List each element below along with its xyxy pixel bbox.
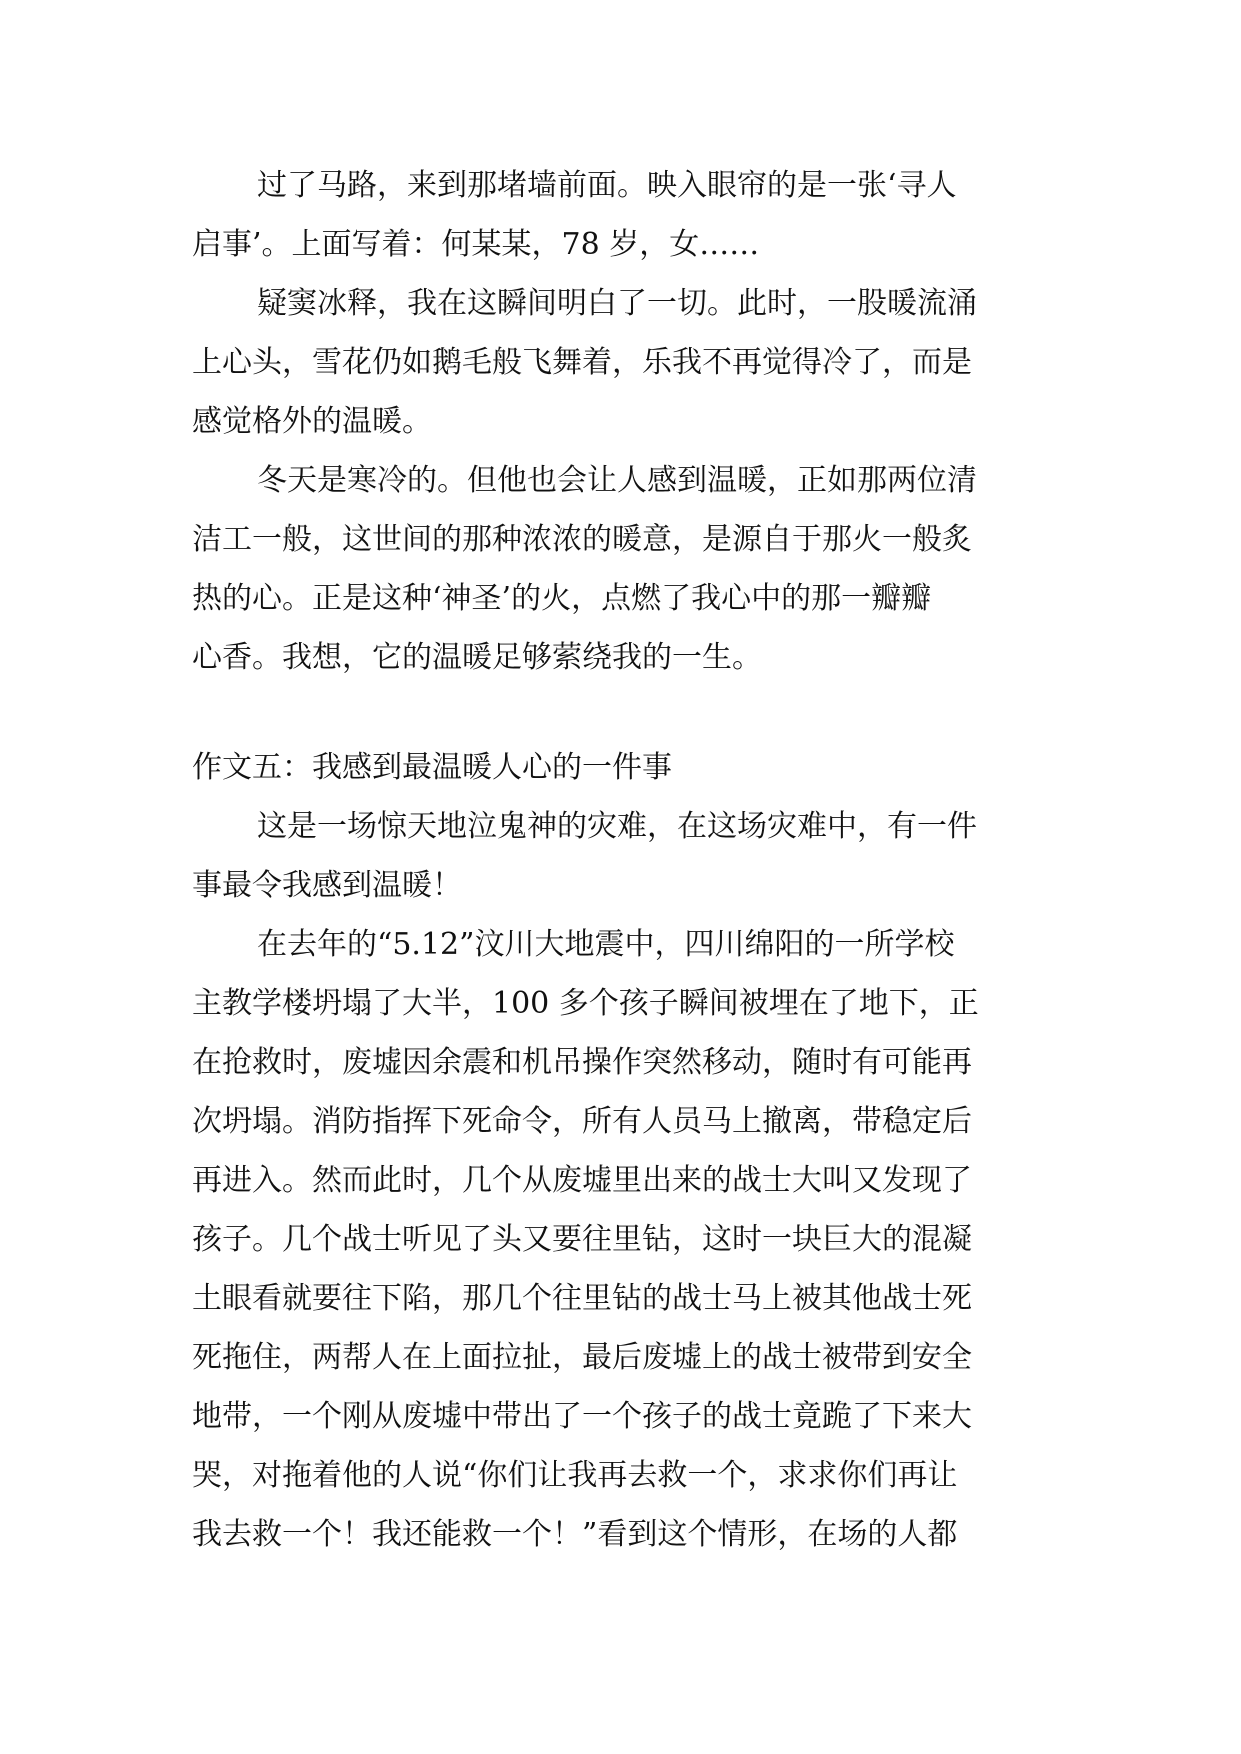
text-line: 事最令我感到温暖！ (192, 868, 462, 903)
text-line: 冬天是寒冷的。但他也会让人感到温暖，正如那两位清 (257, 463, 977, 498)
text-line: 次坍塌。消防指挥下死命令，所有人员马上撤离，带稳定后 (192, 1104, 972, 1139)
text-line: 孩子。几个战士听见了头又要往里钻，这时一块巨大的混凝 (192, 1222, 972, 1257)
text-line: 主教学楼坍塌了大半，100 多个孩子瞬间被埋在了地下，正 (192, 986, 979, 1021)
text-line: 土眼看就要往下陷，那几个往里钻的战士马上被其他战士死 (192, 1281, 972, 1316)
text-line: 我去救一个！我还能救一个！”看到这个情形，在场的人都 (192, 1517, 958, 1552)
text-line: 启事’。上面写着：何某某，78 岁，女…… (192, 227, 760, 262)
text-line: 哭，对拖着他的人说“你们让我再去救一个，求求你们再让 (192, 1458, 958, 1493)
section-heading: 作文五：我感到最温暖人心的一件事 (192, 750, 672, 785)
text-line: 热的心。正是这种‘神圣’的火，点燃了我心中的那一瓣瓣 (192, 581, 932, 616)
text-line: 地带，一个刚从废墟中带出了一个孩子的战士竟跪了下来大 (192, 1399, 972, 1434)
text-line: 在去年的“5.12”汶川大地震中，四川绵阳的一所学校 (257, 927, 955, 962)
text-line: 洁工一般，这世间的那种浓浓的暖意，是源自于那火一般炙 (192, 522, 972, 557)
text-line: 再进入。然而此时，几个从废墟里出来的战士大叫又发现了 (192, 1163, 972, 1198)
text-line: 上心头，雪花仍如鹅毛般飞舞着，乐我不再觉得冷了，而是 (192, 345, 972, 380)
text-line: 疑窦冰释，我在这瞬间明白了一切。此时，一股暖流涌 (257, 286, 977, 321)
text-line: 感觉格外的温暖。 (192, 404, 432, 439)
text-line: 死拖住，两帮人在上面拉扯，最后废墟上的战士被带到安全 (192, 1340, 972, 1375)
text-line: 这是一场惊天地泣鬼神的灾难，在这场灾难中，有一件 (257, 809, 977, 844)
text-line: 过了马路，来到那堵墙前面。映入眼帘的是一张‘寻人 (257, 168, 957, 203)
text-line: 心香。我想，它的温暖足够萦绕我的一生。 (192, 640, 762, 675)
text-line: 在抢救时，废墟因余震和机吊操作突然移动，随时有可能再 (192, 1045, 972, 1080)
